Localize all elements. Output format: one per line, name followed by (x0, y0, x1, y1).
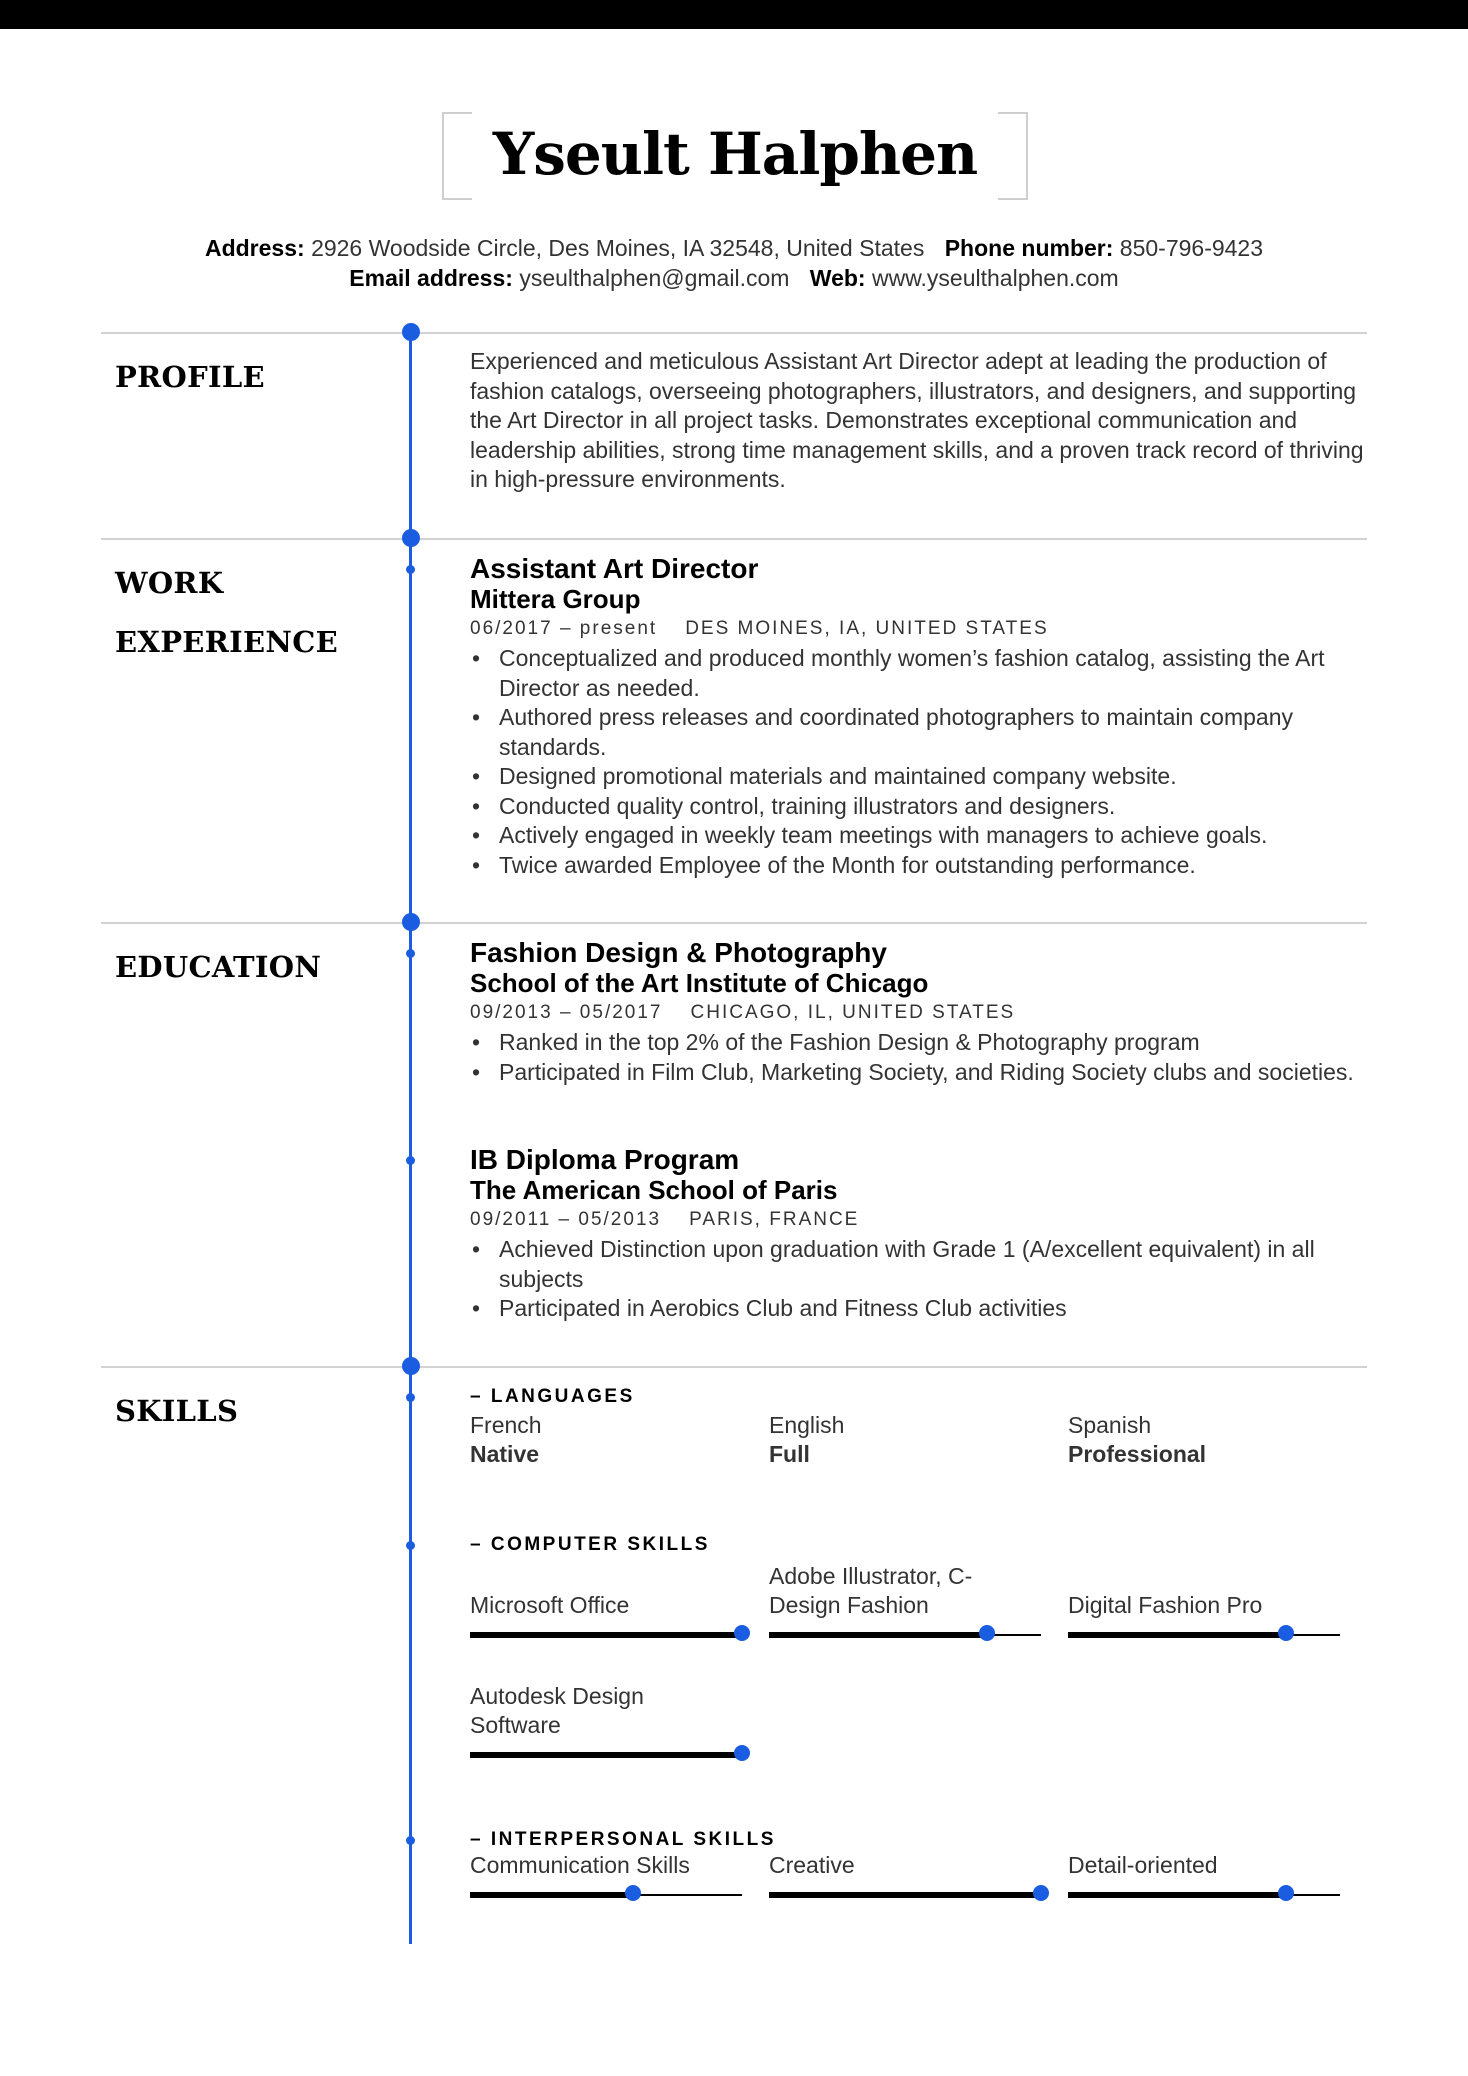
list-item: • Actively engaged in weekly team meetings with managers to achieve goals. (470, 821, 1375, 851)
education-dates: 09/2013 – 05/2017 (470, 1002, 663, 1023)
education-location: PARIS, FRANCE (689, 1209, 860, 1230)
skill-fill (470, 1892, 633, 1898)
list-item: • Participated in Aerobics Club and Fitness Club activities (470, 1294, 1375, 1324)
list-item: • Authored press releases and coordinated photographers to maintain company standards. (470, 703, 1375, 762)
skill-knob (1278, 1885, 1294, 1901)
language-level: Native (470, 1441, 540, 1467)
timeline-dot-small (406, 1156, 415, 1165)
employer: Mittera Group (470, 584, 641, 614)
language-name: French (470, 1412, 542, 1438)
education-bullets (470, 1028, 1375, 1087)
section-title-skills: SKILLS (115, 1394, 239, 1428)
education-meta (470, 1205, 1375, 1235)
skill-name: Creative (769, 1852, 855, 1878)
skill-fill (769, 1892, 1041, 1898)
list-item: • Conducted quality control, training illustrators and designers. (470, 792, 1375, 822)
skill-knob (734, 1745, 750, 1761)
skill-knob (979, 1625, 995, 1641)
divider-skills (101, 1366, 1367, 1368)
phone-value: 850-796-9423 (1119, 235, 1264, 261)
timeline-dot-small (406, 1541, 415, 1550)
contact-line-1 (0, 235, 1468, 262)
top-bar (0, 0, 1468, 29)
work-entry (470, 554, 1375, 880)
skill-fill (769, 1632, 987, 1638)
degree-title: Fashion Design & Photography (470, 937, 887, 968)
skill-item (1068, 1560, 1340, 1644)
school-name: The American School of Paris (470, 1175, 838, 1205)
education-meta (470, 998, 1375, 1028)
skill-fill (470, 1632, 742, 1638)
language-item (769, 1411, 844, 1469)
web-label: Web: (809, 265, 866, 291)
language-level: Professional (1068, 1441, 1207, 1467)
job-title: Assistant Art Director (470, 553, 759, 584)
skills-computer-heading: – COMPUTER SKILLS (470, 1534, 710, 1555)
language-item (1068, 1411, 1206, 1469)
section-title-work-1: WORK (115, 566, 224, 600)
section-title-work-2: EXPERIENCE (115, 625, 338, 659)
skill-name: Microsoft Office (470, 1592, 630, 1618)
timeline-dot (402, 323, 420, 341)
education-entry (470, 1145, 1375, 1324)
timeline-dot (402, 1357, 420, 1375)
skill-name: Communication Skills (470, 1852, 690, 1878)
list-item: • Ranked in the top 2% of the Fashion Design & Photography program (470, 1028, 1375, 1058)
skill-item (769, 1560, 1041, 1644)
job-meta (470, 614, 1375, 644)
timeline-dot-small (406, 949, 415, 958)
school-name: School of the Art Institute of Chicago (470, 968, 929, 998)
skill-item (470, 1852, 742, 1904)
skill-knob (625, 1885, 641, 1901)
list-item: • Achieved Distinction upon graduation with Grade 1 (A/excellent equivalent) in all subjects (470, 1235, 1375, 1294)
education-location: CHICAGO, IL, UNITED STATES (690, 1002, 1016, 1023)
education-entry (470, 938, 1375, 1087)
timeline-dot-small (406, 565, 415, 574)
skill-knob (1033, 1885, 1049, 1901)
skill-fill (1068, 1632, 1286, 1638)
email-value: yseulthalphen@gmail.com (519, 265, 790, 291)
divider-education (101, 922, 1367, 924)
timeline-dot-small (406, 1393, 415, 1402)
language-name: English (769, 1412, 845, 1438)
divider-work (101, 538, 1367, 540)
skill-name: Detail-oriented (1068, 1852, 1218, 1878)
name-header (442, 112, 1028, 198)
list-item: • Conceptualized and produced monthly women’s fashion catalog, assisting the Art Director as needed. (470, 644, 1375, 703)
skill-item (769, 1852, 1041, 1904)
skill-knob (1278, 1625, 1294, 1641)
address-value: 2926 Woodside Circle, Des Moines, IA 32548, United States (311, 235, 925, 261)
contact-line-2 (0, 265, 1468, 292)
skill-item (1068, 1852, 1340, 1904)
web-value: www.yseulthalphen.com (871, 265, 1119, 291)
skills-languages-heading: – LANGUAGES (470, 1386, 635, 1407)
job-location: DES MOINES, IA, UNITED STATES (685, 618, 1049, 639)
education-bullets (470, 1235, 1375, 1324)
list-item: • Twice awarded Employee of the Month for outstanding performance. (470, 851, 1375, 881)
job-bullets (470, 644, 1375, 880)
address-label: Address: (204, 235, 305, 261)
divider-profile (101, 332, 1367, 334)
list-item: • Designed promotional materials and maintained company website. (470, 762, 1375, 792)
section-title-education: EDUCATION (115, 950, 322, 984)
education-dates: 09/2011 – 05/2013 (470, 1209, 662, 1230)
degree-title: IB Diploma Program (470, 1144, 740, 1175)
skill-name: Digital Fashion Pro (1068, 1592, 1263, 1618)
section-title-profile: PROFILE (115, 360, 265, 394)
skill-fill (1068, 1892, 1286, 1898)
job-dates: 06/2017 – present (470, 618, 658, 639)
skill-fill (470, 1752, 742, 1758)
candidate-name: Yseult Halphen (492, 120, 978, 188)
phone-label: Phone number: (944, 235, 1114, 261)
skill-knob (734, 1625, 750, 1641)
email-label: Email address: (349, 265, 513, 291)
language-level: Full (769, 1441, 810, 1467)
skill-item (470, 1680, 742, 1764)
skill-name: Adobe Illustrator, C-Design Fashion (769, 1563, 973, 1618)
language-name: Spanish (1068, 1412, 1152, 1438)
skill-item (470, 1560, 742, 1644)
list-item: • Participated in Film Club, Marketing Society, and Riding Society clubs and societies. (470, 1058, 1375, 1088)
profile-summary: Experienced and meticulous Assistant Art Director adept at leading the production of fashion catalogs, overseeing photographers, illustrators, and designers, and supporting the Art Director in all project tasks. Demonstrates exceptional communication and leadership abilities, strong time management skills, and a proven track record of thriving in high-pressure environments. (470, 348, 1364, 492)
timeline-dot (402, 529, 420, 547)
skills-interpersonal-heading: – INTERPERSONAL SKILLS (470, 1829, 776, 1850)
timeline-dot (402, 913, 420, 931)
skill-name: Autodesk Design Software (470, 1683, 644, 1738)
timeline-dot-small (406, 1836, 415, 1845)
language-item (470, 1411, 542, 1469)
